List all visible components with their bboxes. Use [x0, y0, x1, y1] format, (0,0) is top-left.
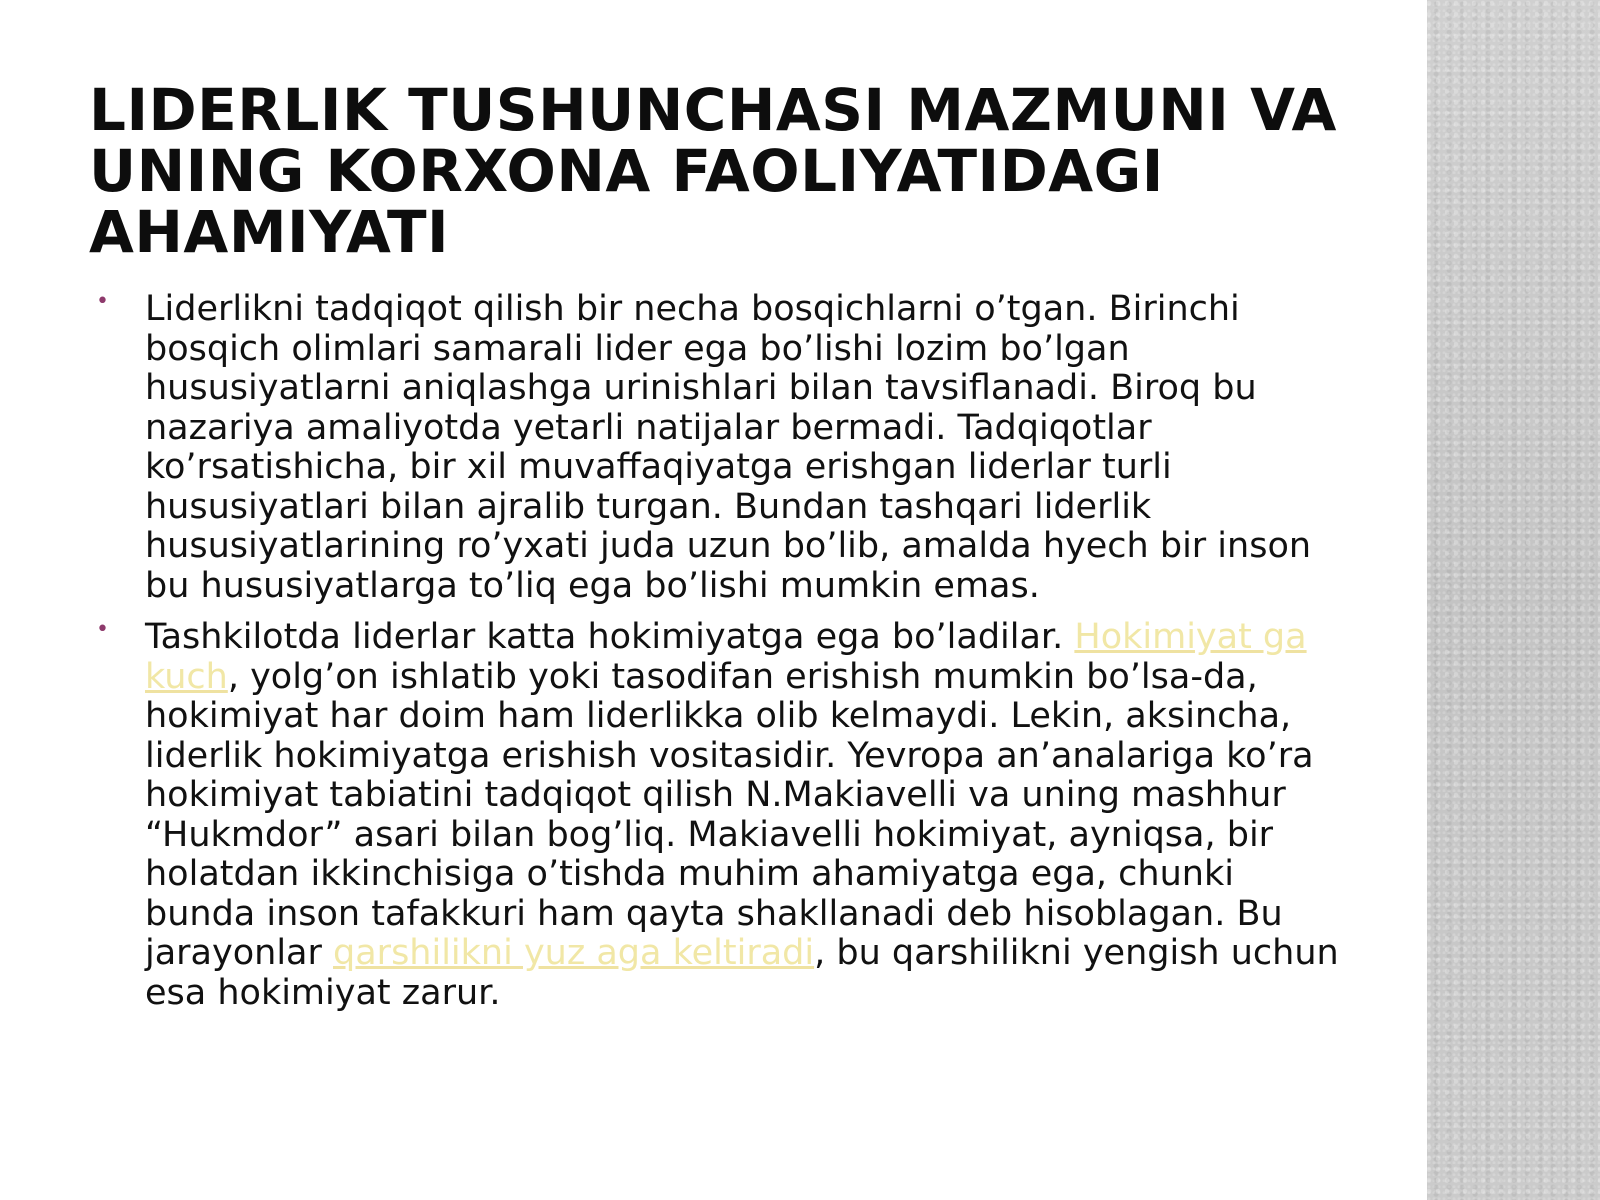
bullet-dot-icon: • [96, 289, 109, 314]
bullet-2-text-part-2: , yolg’on ishlatib yoki tasodifan erishish mumkin bo’lsa-da, hokimiyat har doim ham liderlikka olib kelmaydi. Lekin, aksincha, liderlik hokimiyatga erishish vositasidir. Yevropa an’analariga ko’ra hokimiyat tabiatini tadqiqot qilish N.Makiavelli va uning mashhur “Hukmdor” asari bilan bog’liq. Makiavelli hokimiyat, ayniqsa, bir holatdan ikkinchisiga o’tishda muhim ahamiyatga ega, chunki bunda inson tafakkuri ham qayta shakllanadi deb hisoblagan. Bu jarayonlar [145, 656, 1314, 973]
title-line-1: LIDERLIK TUSHUNCHASI MAZMUNI VA [89, 76, 1337, 144]
qarshilik-link[interactable]: qarshilikni yuz aga keltiradi [333, 933, 815, 973]
hokimiyat-link[interactable]: Hokimiyat ga kuch [145, 617, 1307, 697]
bullet-text-1: Liderlikni tadqiqot qilish bir necha bosqichlarni o’tgan. Birinchi bosqich olimlari samarali lider ega bo’lishi lozim bo’lgan hususiyatlarni aniqlashga urinishlari bilan tavsiflanadi. Biroq bu nazariya amaliyotda yetarli natijalar bermadi. Tadqiqotlar ko’rsatishicha, bir xil muvaffaqiyatga erishgan liderlar turli hususiyatlari bilan ajralib turgan. Bundan tashqari liderlik hususiyatlarining ro’yxati juda uzun bo’lib, amalda hyech bir inson bu hususiyatlarga to’liq ega bo’lishi mumkin emas. [145, 289, 1312, 606]
bullet-item-1 [89, 290, 1349, 606]
bullet-item-2 [89, 618, 1349, 1013]
title-line-3: AHAMIYATI [89, 198, 450, 266]
bullet-text-2 [145, 617, 1339, 1013]
decorative-side-panel [1427, 0, 1600, 1200]
bullet-2-text-part-1: Tashkilotda liderlar katta hokimiyatga ega bo’ladilar. [145, 617, 1075, 657]
bullet-dot-icon: • [96, 617, 109, 642]
slide-title [89, 76, 1389, 266]
bullet-2-text-part-3: , bu qarshilikni yengish uchun esa hokimiyat zarur. [145, 933, 1339, 1013]
title-line-2: UNING KORXONA FAOLIYATIDAGI [89, 137, 1164, 205]
bullet-list [89, 290, 1349, 1025]
